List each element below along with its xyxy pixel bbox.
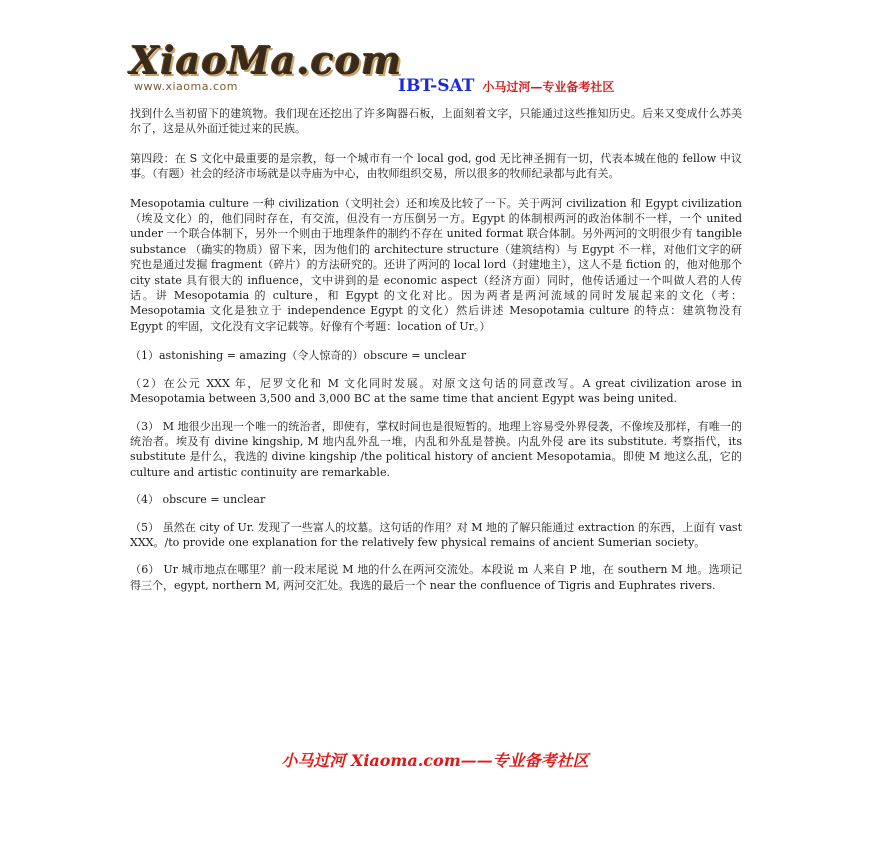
logo-wordmark: XiaoMa.com [130, 38, 403, 83]
xiaoma-logo [130, 38, 410, 93]
page-footer: 小马过河 Xiaoma.com——专业备考社区 [281, 751, 589, 770]
paragraph-mesopotamia: Mesopotamia culture 一种 civilization（文明社会）还和埃及比较了一下。关于两河 civilization 和 Egypt civilization（埃及文化）的，他们同时存在，有交流，但没有一方压倒另一方。Egypt 的体制根两河的政治体制不一样，一个 united under 一个联合体制下，另外一个则由于地理条件的制约不存在 united format 联合体制。另外两河的文明很少有 tangible substance （确实的物质）留下来，因为他们的 architecture structure（建筑结构）与 Egypt 不一样，对他们文字的研究也是通过发掘 fragment（碎片）的方法研究的。还讲了两河的 local lord（封建地主），这人不是 fiction 的，他对他那个 city state 具有很大的 influence，文中讲到的是 economic aspect（经济方面）同时，他传话通过一个叫做人君的人传话。讲 Mesopotamia 的 culture，和 Egypt 的文化对比。因为两者是两河流域的同时发展起来的文化（考：Mesopotamia 文化是独立于 independence Egypt 的文化）然后讲述 Mesopotamia culture 的特点：建筑物没有 Egypt 的牢固，文化没有文字记载等。好像有个考题：location of Ur。） [130, 196, 742, 333]
question-5: （5） 虽然在 city of Ur. 发现了一些富人的坟墓。这句话的作用？对 M 地的了解只能通过 extraction 的东西，上面有 vast XXX。/to provide one explanation for the relatively few physical remains of ancient Sumerian society。 [130, 520, 742, 549]
header-tagline [398, 76, 614, 96]
header-slogan: 小马过河—专业备考社区 [482, 80, 615, 94]
question-1: （1）astonishing = amazing（令人惊奇的）obscure = unclear [130, 349, 467, 363]
page-header [130, 40, 750, 102]
exam-name: IBT-SAT [398, 76, 475, 96]
logo-url: www.xiaoma.com [134, 80, 238, 93]
question-2: （2）在公元 XXX 年，尼罗文化和 M 文化同时发展。对原文这句话的同意改写。A great civilization arose in Mesopotamia between 3,500 and 3,000 BC at the same time that ancient Egypt was being united. [130, 376, 742, 406]
question-4: （4） obscure = unclear [130, 493, 266, 507]
question-3: （3） M 地很少出现一个唯一的统治者，即使有，掌权时间也是很短暂的。地理上容易受外界侵袭，不像埃及那样，有唯一的统治者。埃及有 divine kingship, M 地内乱外乱一堆，内乱和外乱是替换。内乱外侵 are its substitute. 考察指代，its substitute 是什么，我选的 divine kingship /the political history of ancient Mesopotamia。即使 M 地这么乱，它的 culture and artistic continuity are remarkable. [130, 419, 742, 479]
paragraph-intro: 找到什么当初留下的建筑物。我们现在还挖出了许多陶器石板，上面刻着文字，只能通过这些推知历史。后来又变成什么苏美尔了，这是从外面迁徙过来的民族。 [130, 107, 742, 136]
paragraph-4: 第四段：在 S 文化中最重要的是宗教，每一个城市有一个 local god, god 无比神圣拥有一切，代表本城在他的 fellow 中议事。（有题）社会的经济市场就是以寺庙为中心，由牧师组织交易，所以很多的牧师纪录都与此有关。 [130, 151, 742, 181]
document-body [130, 106, 742, 605]
question-6: （6） Ur 城市地点在哪里？前一段末尾说 M 地的什么在两河交流处。本段说 m 人来自 P 地，在 southern M 地。选项记得三个，egypt, northern M, 两河交汇处。我选的最后一个 near the confluence of Tigris and Euphrates rivers. [130, 563, 742, 592]
